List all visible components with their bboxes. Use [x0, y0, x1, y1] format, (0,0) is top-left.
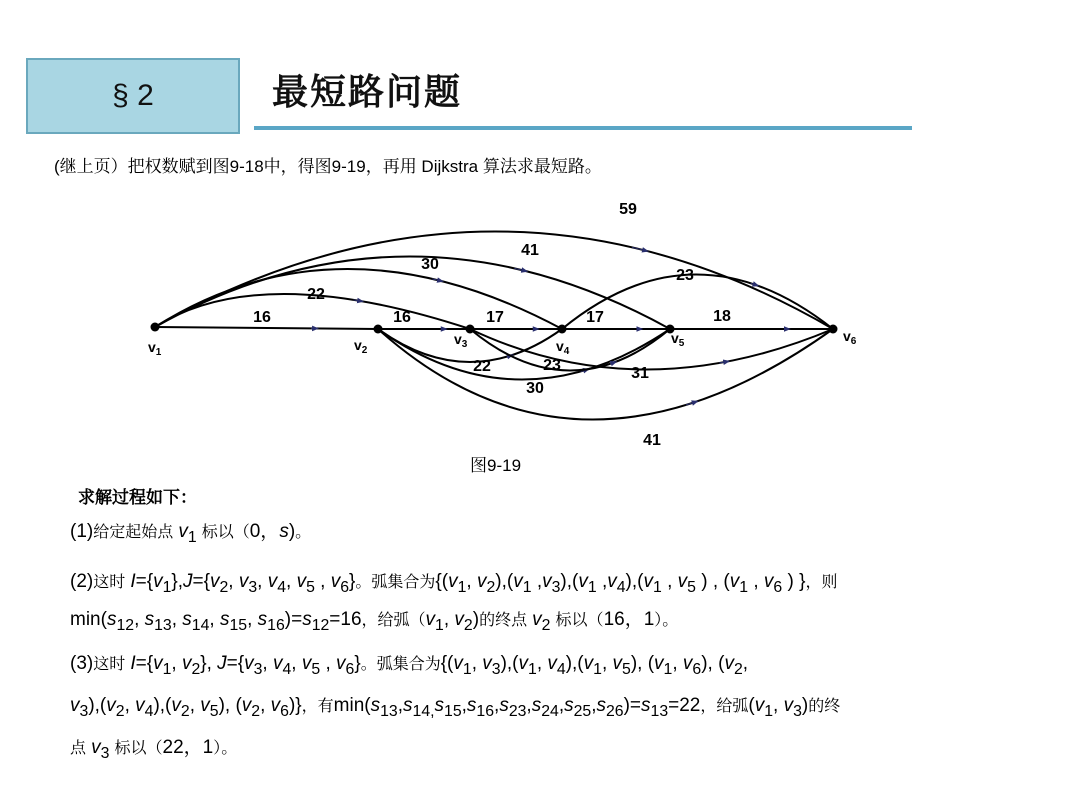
edge-weight-v2-v5: 30	[526, 380, 544, 397]
edge-weight-v1-v2: 16	[253, 309, 271, 326]
node-label-v1: $v_1$	[148, 339, 162, 358]
edge-v2-v5	[378, 329, 670, 380]
edge-weight-v1-v5: 41	[521, 242, 539, 259]
edge-weight-v2-v6: 41	[643, 432, 661, 449]
step-2b: $\min(s_{12}$, $s_{13}$, $s_{14}$, $s_{15}$, $s_{16})=s_{12}=16$，给弧（$v_1$, $v_2$)的终点 $v_2$ 标以（16，1）。	[70, 609, 679, 634]
node-label-v2: $v_2$	[354, 337, 368, 356]
solve-heading: 求解过程如下：	[78, 488, 197, 508]
edge-weight-v4-v6: 23	[676, 267, 694, 284]
section-number-box	[26, 58, 240, 134]
step-3a: (3)这时 $I=\{v_1$, $v_2$}, $J=\{v_3$, $v_4$, $v_5$ , $v_6$}。弧集合为{($v_1$, $v_3),(v_1$, $v_4),(v_1$, $v_5$), ($v_1$, $v_6$), ($v_2$,	[70, 653, 749, 678]
node-v4	[558, 325, 567, 334]
network-graph	[140, 190, 880, 452]
node-label-v4: $v_4$	[556, 338, 570, 357]
node-v3	[466, 325, 475, 334]
edge-v2-v6	[378, 329, 833, 420]
edge-weight-v2-v3: 16	[393, 309, 411, 326]
edge-arrow-v1-v6	[632, 247, 645, 250]
edge-weight-v4-v5: 17	[586, 309, 604, 326]
edge-weight-v1-v3: 22	[307, 286, 325, 303]
step-2a: (2)这时 $I=\{v_1\},J=\{v_2$, $v_3$, $v_4$, $v_5$ , $v_6$}。弧集合为{($v_1$, $v_2),(v_1$ $,v_3),(v_1$ $,v_4),(v_1$ , $v_5$ ) , ($v_1$ , $v_6$ ) }，则	[70, 571, 838, 596]
step-1: (1)给定起始点 $v_1$ 标以（0，s)。	[70, 521, 312, 546]
edge-weight-v3-v6: 31	[631, 365, 649, 382]
node-v1	[151, 323, 160, 332]
node-label-v3: $v_3$	[454, 331, 468, 350]
node-label-v5: $v_5$	[671, 330, 685, 349]
intro-text: (继上页）把权数赋到图9-18中，得图9-19，再用 Dijkstra 算法求最短路。	[54, 157, 602, 176]
edge-weight-v3-v5: 23	[543, 357, 561, 374]
edge-weight-v2-v4: 22	[473, 358, 491, 375]
step-3c: 点 $v_3$ 标以（22，1）。	[70, 737, 238, 762]
node-v2	[374, 325, 383, 334]
step-3b: $v_3),(v_2$, $v_4),(v_2$, $v_5$), ($v_2$, $v_6$)}，有$\min(s_{13},s_{14,}s_{15},s_{16},s_{23},s_{24},s_{25},s_{26})=s_{13}=22$，给弧($v_1$, $v_3$)的终	[70, 695, 841, 720]
edge-weight-v3-v4: 17	[486, 309, 504, 326]
edge-weight-v1-v6: 59	[619, 201, 637, 218]
page-title: 最短路问题	[272, 71, 463, 113]
section-number: § 2	[112, 79, 154, 112]
edge-weight-v5-v6: 18	[713, 308, 731, 325]
node-label-v6: $v_6$	[843, 328, 857, 347]
figure-caption: 图9-19	[470, 456, 522, 475]
edge-weight-v1-v4: 30	[421, 256, 439, 273]
node-v6	[829, 325, 838, 334]
edge-v2-v4	[378, 329, 562, 362]
title-underline	[254, 126, 912, 130]
edge-v1-v2	[155, 327, 378, 329]
